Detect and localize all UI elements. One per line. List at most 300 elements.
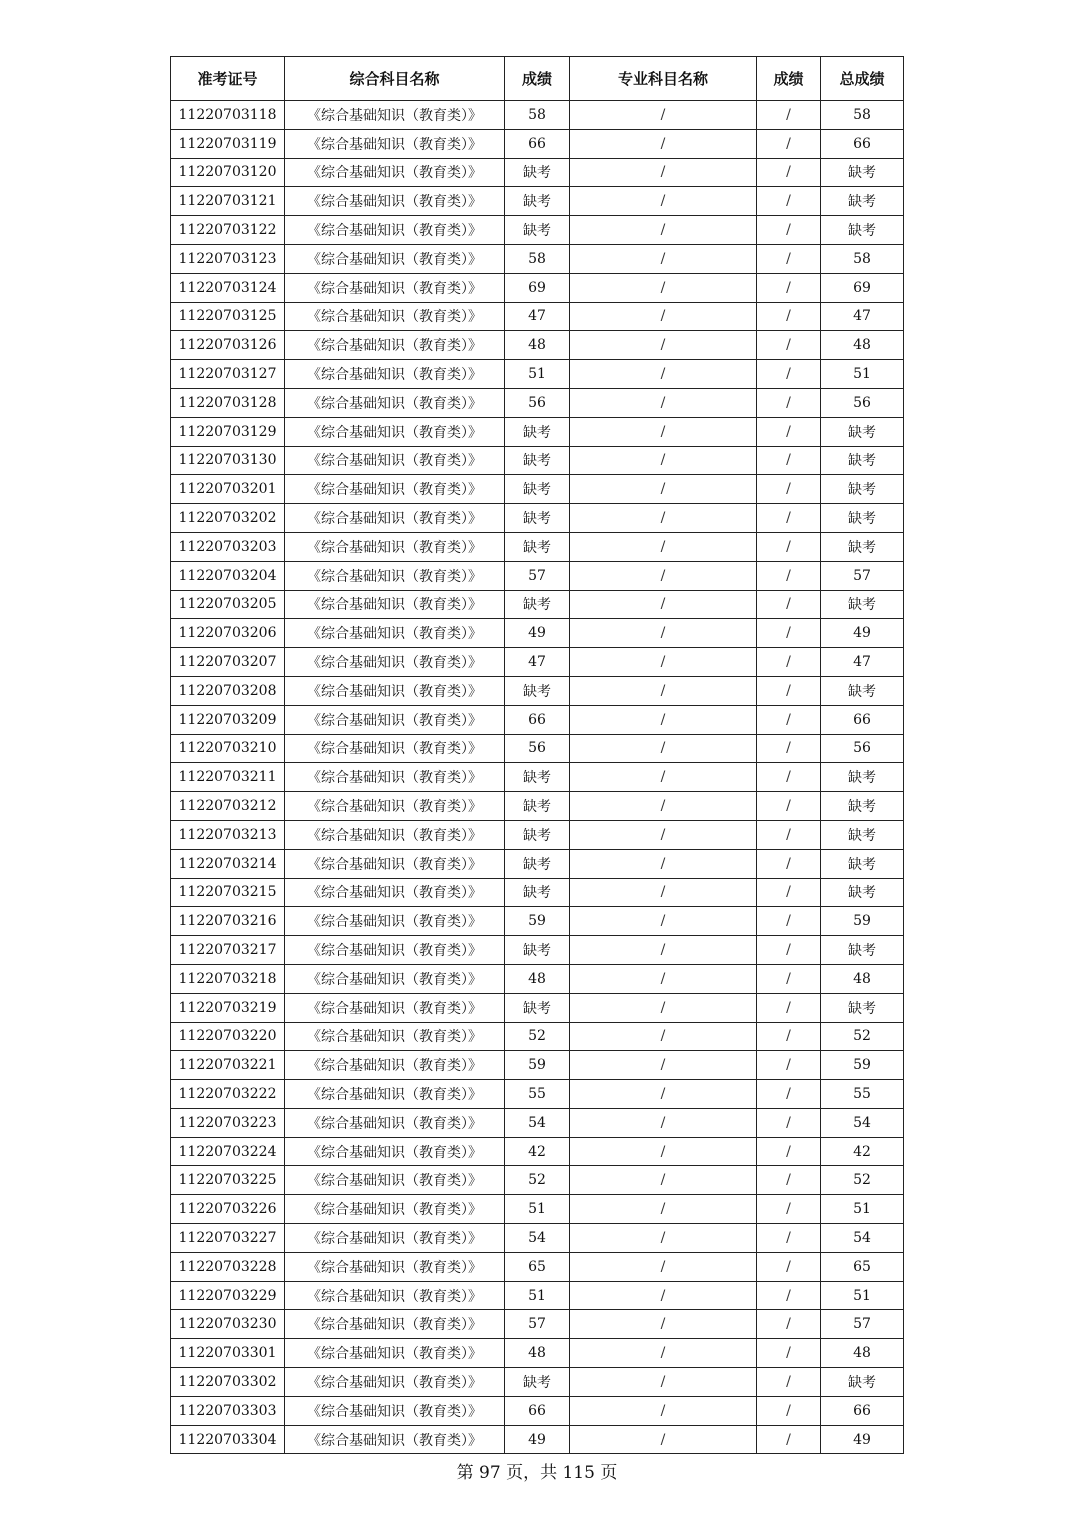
table-row	[171, 705, 904, 734]
exam-id-cell: 11220703226	[171, 1195, 285, 1224]
general-subject-cell: 《综合基础知识（教育类）》	[285, 1281, 505, 1310]
general-subject-cell: 《综合基础知识（教育类）》	[285, 158, 505, 187]
major-score-cell: /	[757, 820, 821, 849]
general-subject-cell: 《综合基础知识（教育类）》	[285, 1051, 505, 1080]
exam-id-cell: 11220703209	[171, 705, 285, 734]
major-subject-cell: /	[570, 648, 757, 677]
major-score-cell: /	[757, 331, 821, 360]
major-subject-cell: /	[570, 734, 757, 763]
general-score-cell: 58	[505, 101, 570, 130]
general-subject-cell: 《综合基础知识（教育类）》	[285, 734, 505, 763]
table-row	[171, 561, 904, 590]
major-score-cell: /	[757, 1281, 821, 1310]
exam-id-cell: 11220703223	[171, 1108, 285, 1137]
total-score-cell: 缺考	[821, 878, 904, 907]
general-subject-cell: 《综合基础知识（教育类）》	[285, 504, 505, 533]
total-score-cell: 48	[821, 331, 904, 360]
major-subject-cell: /	[570, 763, 757, 792]
total-score-cell: 49	[821, 619, 904, 648]
general-score-cell: 47	[505, 302, 570, 331]
table-row	[171, 273, 904, 302]
total-score-cell: 49	[821, 1425, 904, 1454]
table-row	[171, 532, 904, 561]
general-score-cell: 缺考	[505, 590, 570, 619]
general-score-cell: 66	[505, 1396, 570, 1425]
table-row	[171, 964, 904, 993]
total-score-cell: 51	[821, 1195, 904, 1224]
exam-id-cell: 11220703205	[171, 590, 285, 619]
header-exam-id: 准考证号	[171, 57, 285, 101]
table-row	[171, 302, 904, 331]
exam-id-cell: 11220703127	[171, 360, 285, 389]
general-subject-cell: 《综合基础知识（教育类）》	[285, 1310, 505, 1339]
general-score-cell: 缺考	[505, 532, 570, 561]
general-subject-cell: 《综合基础知识（教育类）》	[285, 532, 505, 561]
general-score-cell: 54	[505, 1108, 570, 1137]
general-subject-cell: 《综合基础知识（教育类）》	[285, 1080, 505, 1109]
major-subject-cell: /	[570, 1252, 757, 1281]
general-subject-cell: 《综合基础知识（教育类）》	[285, 964, 505, 993]
major-subject-cell: /	[570, 1281, 757, 1310]
major-score-cell: /	[757, 1425, 821, 1454]
general-score-cell: 缺考	[505, 993, 570, 1022]
general-subject-cell: 《综合基础知识（教育类）》	[285, 244, 505, 273]
major-score-cell: /	[757, 446, 821, 475]
table-row	[171, 1108, 904, 1137]
major-subject-cell: /	[570, 936, 757, 965]
general-score-cell: 66	[505, 129, 570, 158]
table-row	[171, 820, 904, 849]
major-score-cell: /	[757, 244, 821, 273]
major-subject-cell: /	[570, 1080, 757, 1109]
total-score-cell: 66	[821, 1396, 904, 1425]
exam-id-cell: 11220703129	[171, 417, 285, 446]
general-score-cell: 48	[505, 331, 570, 360]
table-row	[171, 216, 904, 245]
general-score-cell: 56	[505, 388, 570, 417]
general-subject-cell: 《综合基础知识（教育类）》	[285, 792, 505, 821]
general-subject-cell: 《综合基础知识（教育类）》	[285, 331, 505, 360]
general-subject-cell: 《综合基础知识（教育类）》	[285, 993, 505, 1022]
major-score-cell: /	[757, 1252, 821, 1281]
general-subject-cell: 《综合基础知识（教育类）》	[285, 388, 505, 417]
major-score-cell: /	[757, 792, 821, 821]
general-score-cell: 缺考	[505, 676, 570, 705]
page-number: 第 97 页，共 115 页	[456, 1463, 618, 1483]
exam-id-cell: 11220703220	[171, 1022, 285, 1051]
table-row	[171, 1310, 904, 1339]
total-score-cell: 42	[821, 1137, 904, 1166]
table-row	[171, 446, 904, 475]
major-subject-cell: /	[570, 1108, 757, 1137]
major-subject-cell: /	[570, 993, 757, 1022]
major-subject-cell: /	[570, 158, 757, 187]
table-row	[171, 648, 904, 677]
general-subject-cell: 《综合基础知识（教育类）》	[285, 763, 505, 792]
major-score-cell: /	[757, 1166, 821, 1195]
general-score-cell: 59	[505, 1051, 570, 1080]
major-subject-cell: /	[570, 302, 757, 331]
total-score-cell: 缺考	[821, 187, 904, 216]
total-score-cell: 52	[821, 1022, 904, 1051]
general-subject-cell: 《综合基础知识（教育类）》	[285, 648, 505, 677]
exam-id-cell: 11220703216	[171, 907, 285, 936]
table-row	[171, 101, 904, 130]
exam-id-cell: 11220703128	[171, 388, 285, 417]
general-score-cell: 51	[505, 1195, 570, 1224]
total-score-cell: 56	[821, 388, 904, 417]
major-score-cell: /	[757, 1195, 821, 1224]
exam-id-cell: 11220703230	[171, 1310, 285, 1339]
general-score-cell: 缺考	[505, 849, 570, 878]
exam-id-cell: 11220703202	[171, 504, 285, 533]
major-score-cell: /	[757, 475, 821, 504]
general-score-cell: 51	[505, 1281, 570, 1310]
general-subject-cell: 《综合基础知识（教育类）》	[285, 1396, 505, 1425]
general-score-cell: 49	[505, 619, 570, 648]
exam-id-cell: 11220703222	[171, 1080, 285, 1109]
major-score-cell: /	[757, 964, 821, 993]
exam-id-cell: 11220703126	[171, 331, 285, 360]
major-subject-cell: /	[570, 849, 757, 878]
general-score-cell: 51	[505, 360, 570, 389]
exam-id-cell: 11220703227	[171, 1224, 285, 1253]
exam-id-cell: 11220703122	[171, 216, 285, 245]
major-subject-cell: /	[570, 244, 757, 273]
exam-id-cell: 11220703118	[171, 101, 285, 130]
total-score-cell: 58	[821, 101, 904, 130]
general-score-cell: 57	[505, 1310, 570, 1339]
exam-id-cell: 11220703208	[171, 676, 285, 705]
total-score-cell: 69	[821, 273, 904, 302]
major-subject-cell: /	[570, 216, 757, 245]
exam-id-cell: 11220703204	[171, 561, 285, 590]
table-row	[171, 763, 904, 792]
general-subject-cell: 《综合基础知识（教育类）》	[285, 1137, 505, 1166]
general-subject-cell: 《综合基础知识（教育类）》	[285, 475, 505, 504]
major-subject-cell: /	[570, 1224, 757, 1253]
total-score-cell: 51	[821, 360, 904, 389]
table-row	[171, 936, 904, 965]
general-score-cell: 缺考	[505, 475, 570, 504]
general-subject-cell: 《综合基础知识（教育类）》	[285, 273, 505, 302]
major-score-cell: /	[757, 1137, 821, 1166]
table-row	[171, 1368, 904, 1397]
major-subject-cell: /	[570, 446, 757, 475]
major-subject-cell: /	[570, 619, 757, 648]
general-score-cell: 缺考	[505, 216, 570, 245]
major-subject-cell: /	[570, 676, 757, 705]
major-score-cell: /	[757, 417, 821, 446]
general-score-cell: 55	[505, 1080, 570, 1109]
exam-id-cell: 11220703201	[171, 475, 285, 504]
total-score-cell: 55	[821, 1080, 904, 1109]
general-score-cell: 56	[505, 734, 570, 763]
exam-id-cell: 11220703214	[171, 849, 285, 878]
major-score-cell: /	[757, 590, 821, 619]
total-score-cell: 缺考	[821, 849, 904, 878]
general-score-cell: 缺考	[505, 792, 570, 821]
general-subject-cell: 《综合基础知识（教育类）》	[285, 590, 505, 619]
major-subject-cell: /	[570, 1339, 757, 1368]
major-subject-cell: /	[570, 504, 757, 533]
major-subject-cell: /	[570, 964, 757, 993]
major-score-cell: /	[757, 619, 821, 648]
general-score-cell: 58	[505, 244, 570, 273]
major-subject-cell: /	[570, 388, 757, 417]
table-row	[171, 187, 904, 216]
exam-id-cell: 11220703123	[171, 244, 285, 273]
general-score-cell: 47	[505, 648, 570, 677]
total-score-cell: 54	[821, 1108, 904, 1137]
exam-id-cell: 11220703210	[171, 734, 285, 763]
general-subject-cell: 《综合基础知识（教育类）》	[285, 1252, 505, 1281]
table-row	[171, 331, 904, 360]
total-score-cell: 66	[821, 129, 904, 158]
exam-id-cell: 11220703207	[171, 648, 285, 677]
exam-id-cell: 11220703218	[171, 964, 285, 993]
major-subject-cell: /	[570, 417, 757, 446]
general-subject-cell: 《综合基础知识（教育类）》	[285, 1195, 505, 1224]
exam-id-cell: 11220703304	[171, 1425, 285, 1454]
major-score-cell: /	[757, 273, 821, 302]
general-subject-cell: 《综合基础知识（教育类）》	[285, 417, 505, 446]
major-score-cell: /	[757, 158, 821, 187]
exam-id-cell: 11220703224	[171, 1137, 285, 1166]
table-body	[171, 101, 904, 1454]
major-score-cell: /	[757, 993, 821, 1022]
general-subject-cell: 《综合基础知识（教育类）》	[285, 187, 505, 216]
table-row	[171, 1166, 904, 1195]
general-subject-cell: 《综合基础知识（教育类）》	[285, 878, 505, 907]
general-subject-cell: 《综合基础知识（教育类）》	[285, 1166, 505, 1195]
total-score-cell: 缺考	[821, 504, 904, 533]
table-row	[171, 878, 904, 907]
major-subject-cell: /	[570, 1310, 757, 1339]
major-subject-cell: /	[570, 1166, 757, 1195]
general-subject-cell: 《综合基础知识（教育类）》	[285, 936, 505, 965]
exam-id-cell: 11220703228	[171, 1252, 285, 1281]
table-row	[171, 1425, 904, 1454]
exam-id-cell: 11220703130	[171, 446, 285, 475]
general-subject-cell: 《综合基础知识（教育类）》	[285, 1425, 505, 1454]
table-row	[171, 1195, 904, 1224]
major-score-cell: /	[757, 101, 821, 130]
exam-id-cell: 11220703301	[171, 1339, 285, 1368]
major-subject-cell: /	[570, 532, 757, 561]
general-subject-cell: 《综合基础知识（教育类）》	[285, 302, 505, 331]
total-score-cell: 54	[821, 1224, 904, 1253]
table-row	[171, 129, 904, 158]
table-row	[171, 360, 904, 389]
table-row	[171, 993, 904, 1022]
total-score-cell: 51	[821, 1281, 904, 1310]
table-row	[171, 619, 904, 648]
general-score-cell: 69	[505, 273, 570, 302]
total-score-cell: 缺考	[821, 792, 904, 821]
total-score-cell: 48	[821, 1339, 904, 1368]
general-score-cell: 缺考	[505, 417, 570, 446]
total-score-cell: 缺考	[821, 417, 904, 446]
exam-id-cell: 11220703303	[171, 1396, 285, 1425]
general-subject-cell: 《综合基础知识（教育类）》	[285, 360, 505, 389]
table-row	[171, 590, 904, 619]
major-subject-cell: /	[570, 590, 757, 619]
table-row	[171, 417, 904, 446]
major-score-cell: /	[757, 129, 821, 158]
general-score-cell: 65	[505, 1252, 570, 1281]
general-subject-cell: 《综合基础知识（教育类）》	[285, 1224, 505, 1253]
total-score-cell: 缺考	[821, 820, 904, 849]
total-score-cell: 缺考	[821, 676, 904, 705]
major-score-cell: /	[757, 187, 821, 216]
header-total-score: 总成绩	[821, 57, 904, 101]
major-score-cell: /	[757, 676, 821, 705]
table-row	[171, 1339, 904, 1368]
major-subject-cell: /	[570, 1396, 757, 1425]
major-subject-cell: /	[570, 101, 757, 130]
major-score-cell: /	[757, 1080, 821, 1109]
general-subject-cell: 《综合基础知识（教育类）》	[285, 820, 505, 849]
exam-id-cell: 11220703302	[171, 1368, 285, 1397]
general-score-cell: 缺考	[505, 158, 570, 187]
major-score-cell: /	[757, 388, 821, 417]
general-subject-cell: 《综合基础知识（教育类）》	[285, 216, 505, 245]
table-row	[171, 1022, 904, 1051]
table-row	[171, 1080, 904, 1109]
major-subject-cell: /	[570, 561, 757, 590]
major-subject-cell: /	[570, 1368, 757, 1397]
general-score-cell: 52	[505, 1166, 570, 1195]
exam-id-cell: 11220703213	[171, 820, 285, 849]
major-score-cell: /	[757, 1396, 821, 1425]
exam-id-cell: 11220703219	[171, 993, 285, 1022]
major-subject-cell: /	[570, 129, 757, 158]
general-subject-cell: 《综合基础知识（教育类）》	[285, 446, 505, 475]
major-score-cell: /	[757, 763, 821, 792]
table-row	[171, 1137, 904, 1166]
total-score-cell: 缺考	[821, 532, 904, 561]
table-row	[171, 849, 904, 878]
general-score-cell: 49	[505, 1425, 570, 1454]
general-score-cell: 缺考	[505, 187, 570, 216]
exam-id-cell: 11220703217	[171, 936, 285, 965]
general-subject-cell: 《综合基础知识（教育类）》	[285, 1022, 505, 1051]
header-row	[171, 57, 904, 101]
total-score-cell: 缺考	[821, 936, 904, 965]
general-subject-cell: 《综合基础知识（教育类）》	[285, 129, 505, 158]
general-score-cell: 缺考	[505, 820, 570, 849]
major-score-cell: /	[757, 302, 821, 331]
table-row	[171, 734, 904, 763]
total-score-cell: 缺考	[821, 763, 904, 792]
major-score-cell: /	[757, 561, 821, 590]
major-subject-cell: /	[570, 331, 757, 360]
table-row	[171, 676, 904, 705]
exam-id-cell: 11220703221	[171, 1051, 285, 1080]
table-row	[171, 907, 904, 936]
general-score-cell: 66	[505, 705, 570, 734]
major-subject-cell: /	[570, 187, 757, 216]
table-row	[171, 244, 904, 273]
table-row	[171, 1281, 904, 1310]
exam-id-cell: 11220703124	[171, 273, 285, 302]
major-score-cell: /	[757, 216, 821, 245]
total-score-cell: 缺考	[821, 475, 904, 504]
major-score-cell: /	[757, 1339, 821, 1368]
major-score-cell: /	[757, 1108, 821, 1137]
major-subject-cell: /	[570, 1022, 757, 1051]
major-score-cell: /	[757, 504, 821, 533]
major-score-cell: /	[757, 878, 821, 907]
exam-id-cell: 11220703229	[171, 1281, 285, 1310]
general-score-cell: 52	[505, 1022, 570, 1051]
exam-id-cell: 11220703121	[171, 187, 285, 216]
table-row	[171, 1252, 904, 1281]
major-score-cell: /	[757, 1022, 821, 1051]
table-row	[171, 388, 904, 417]
general-score-cell: 54	[505, 1224, 570, 1253]
total-score-cell: 59	[821, 1051, 904, 1080]
total-score-cell: 48	[821, 964, 904, 993]
general-score-cell: 缺考	[505, 878, 570, 907]
major-subject-cell: /	[570, 1195, 757, 1224]
exam-id-cell: 11220703212	[171, 792, 285, 821]
general-subject-cell: 《综合基础知识（教育类）》	[285, 1339, 505, 1368]
major-subject-cell: /	[570, 360, 757, 389]
header-general-subject: 综合科目名称	[285, 57, 505, 101]
major-score-cell: /	[757, 1224, 821, 1253]
major-score-cell: /	[757, 532, 821, 561]
major-score-cell: /	[757, 849, 821, 878]
total-score-cell: 47	[821, 302, 904, 331]
total-score-cell: 缺考	[821, 993, 904, 1022]
general-score-cell: 42	[505, 1137, 570, 1166]
total-score-cell: 缺考	[821, 216, 904, 245]
table-header	[171, 57, 904, 101]
major-score-cell: /	[757, 1368, 821, 1397]
exam-id-cell: 11220703225	[171, 1166, 285, 1195]
table-row	[171, 504, 904, 533]
major-subject-cell: /	[570, 1051, 757, 1080]
exam-id-cell: 11220703120	[171, 158, 285, 187]
major-subject-cell: /	[570, 878, 757, 907]
general-subject-cell: 《综合基础知识（教育类）》	[285, 619, 505, 648]
major-subject-cell: /	[570, 1425, 757, 1454]
table-row	[171, 158, 904, 187]
major-score-cell: /	[757, 705, 821, 734]
general-score-cell: 缺考	[505, 504, 570, 533]
general-subject-cell: 《综合基础知识（教育类）》	[285, 561, 505, 590]
score-table	[170, 56, 904, 1454]
major-subject-cell: /	[570, 792, 757, 821]
major-subject-cell: /	[570, 475, 757, 504]
exam-id-cell: 11220703119	[171, 129, 285, 158]
general-subject-cell: 《综合基础知识（教育类）》	[285, 907, 505, 936]
major-score-cell: /	[757, 1051, 821, 1080]
general-subject-cell: 《综合基础知识（教育类）》	[285, 705, 505, 734]
major-subject-cell: /	[570, 1137, 757, 1166]
total-score-cell: 56	[821, 734, 904, 763]
total-score-cell: 缺考	[821, 1368, 904, 1397]
header-major-score: 成绩	[757, 57, 821, 101]
major-subject-cell: /	[570, 273, 757, 302]
table-row	[171, 792, 904, 821]
general-subject-cell: 《综合基础知识（教育类）》	[285, 676, 505, 705]
table-row	[171, 1051, 904, 1080]
total-score-cell: 52	[821, 1166, 904, 1195]
general-score-cell: 缺考	[505, 446, 570, 475]
